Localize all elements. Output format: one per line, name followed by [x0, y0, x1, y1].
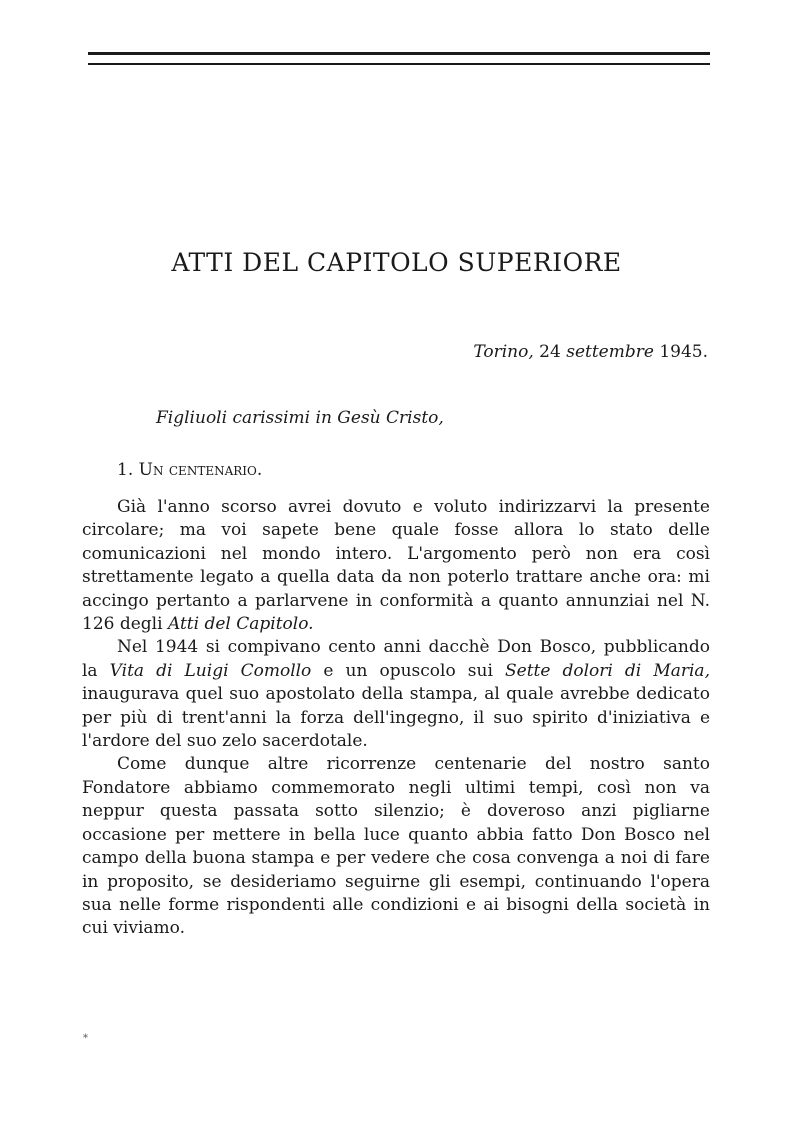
- paragraph-1-text: Già l'anno scorso avrei dovuto e voluto indirizzarvi la presente circolare; ma voi sapete bene quale fosse allora lo stato delle comunicazioni nel mondo intero. L'argomento però non era così strettamente legato a quella data da non poterlo trattare anche ora: mi accingo pertanto a parlarvene in conformità a quanto annunziai nel N. 126 degli: [82, 497, 710, 635]
- page-title: ATTI DEL CAPITOLO SUPERIORE: [171, 248, 622, 277]
- header-rule-bottom: [88, 63, 710, 65]
- dateline-day: 24: [539, 342, 561, 362]
- paragraph-1: [82, 496, 710, 636]
- footer-marker: *: [83, 1033, 88, 1044]
- section-number: 1.: [117, 460, 134, 480]
- paragraph-2-tail: inaugurava quel suo apostolato della stampa, al quale avrebbe dedicato per più di trent'anni la forza dell'ingegno, il suo spirito d'iniziativa e l'ardore del suo zelo sacerdotale.: [82, 684, 710, 752]
- header-rule-top: [88, 52, 710, 55]
- dateline-year: 1945.: [659, 342, 708, 362]
- section-title: Un centenario.: [138, 460, 263, 480]
- paragraph-2-mid: e un opuscolo sui: [311, 660, 505, 681]
- section-heading: [117, 460, 262, 480]
- paragraph-2-lead: Nel 1944 si compivano cento anni dacchè Don Bosco, pubblicando la: [82, 637, 710, 681]
- body-text: [82, 496, 710, 941]
- paragraph-2-italic-2: Sette dolori di Maria,: [504, 660, 710, 681]
- salutation: Figliuoli carissimi in Gesù Cristo,: [156, 408, 444, 428]
- paragraph-2: [82, 636, 710, 753]
- paragraph-1-italic: Atti del Capitolo.: [167, 614, 314, 635]
- paragraph-2-italic-1: Vita di Luigi Comollo: [109, 660, 312, 681]
- dateline-place: Torino,: [473, 342, 534, 362]
- dateline-month: settembre: [566, 342, 654, 362]
- paragraph-3: Come dunque altre ricorrenze centenarie del nostro santo Fondatore abbiamo commemorato negli ultimi tempi, così non va neppur questa passata sotto silenzio; è doveroso anzi pigliarne occasione per mettere in bella luce quanto abbia fatto Don Bosco nel campo della buona stampa e per vedere che cosa convenga a noi di fare in proposito, se desideriamo seguirne gli esempi, continuando l'opera sua nelle forme rispondenti alle condizioni e ai bisogni della società in cui viviamo.: [82, 754, 710, 939]
- dateline: [473, 342, 708, 362]
